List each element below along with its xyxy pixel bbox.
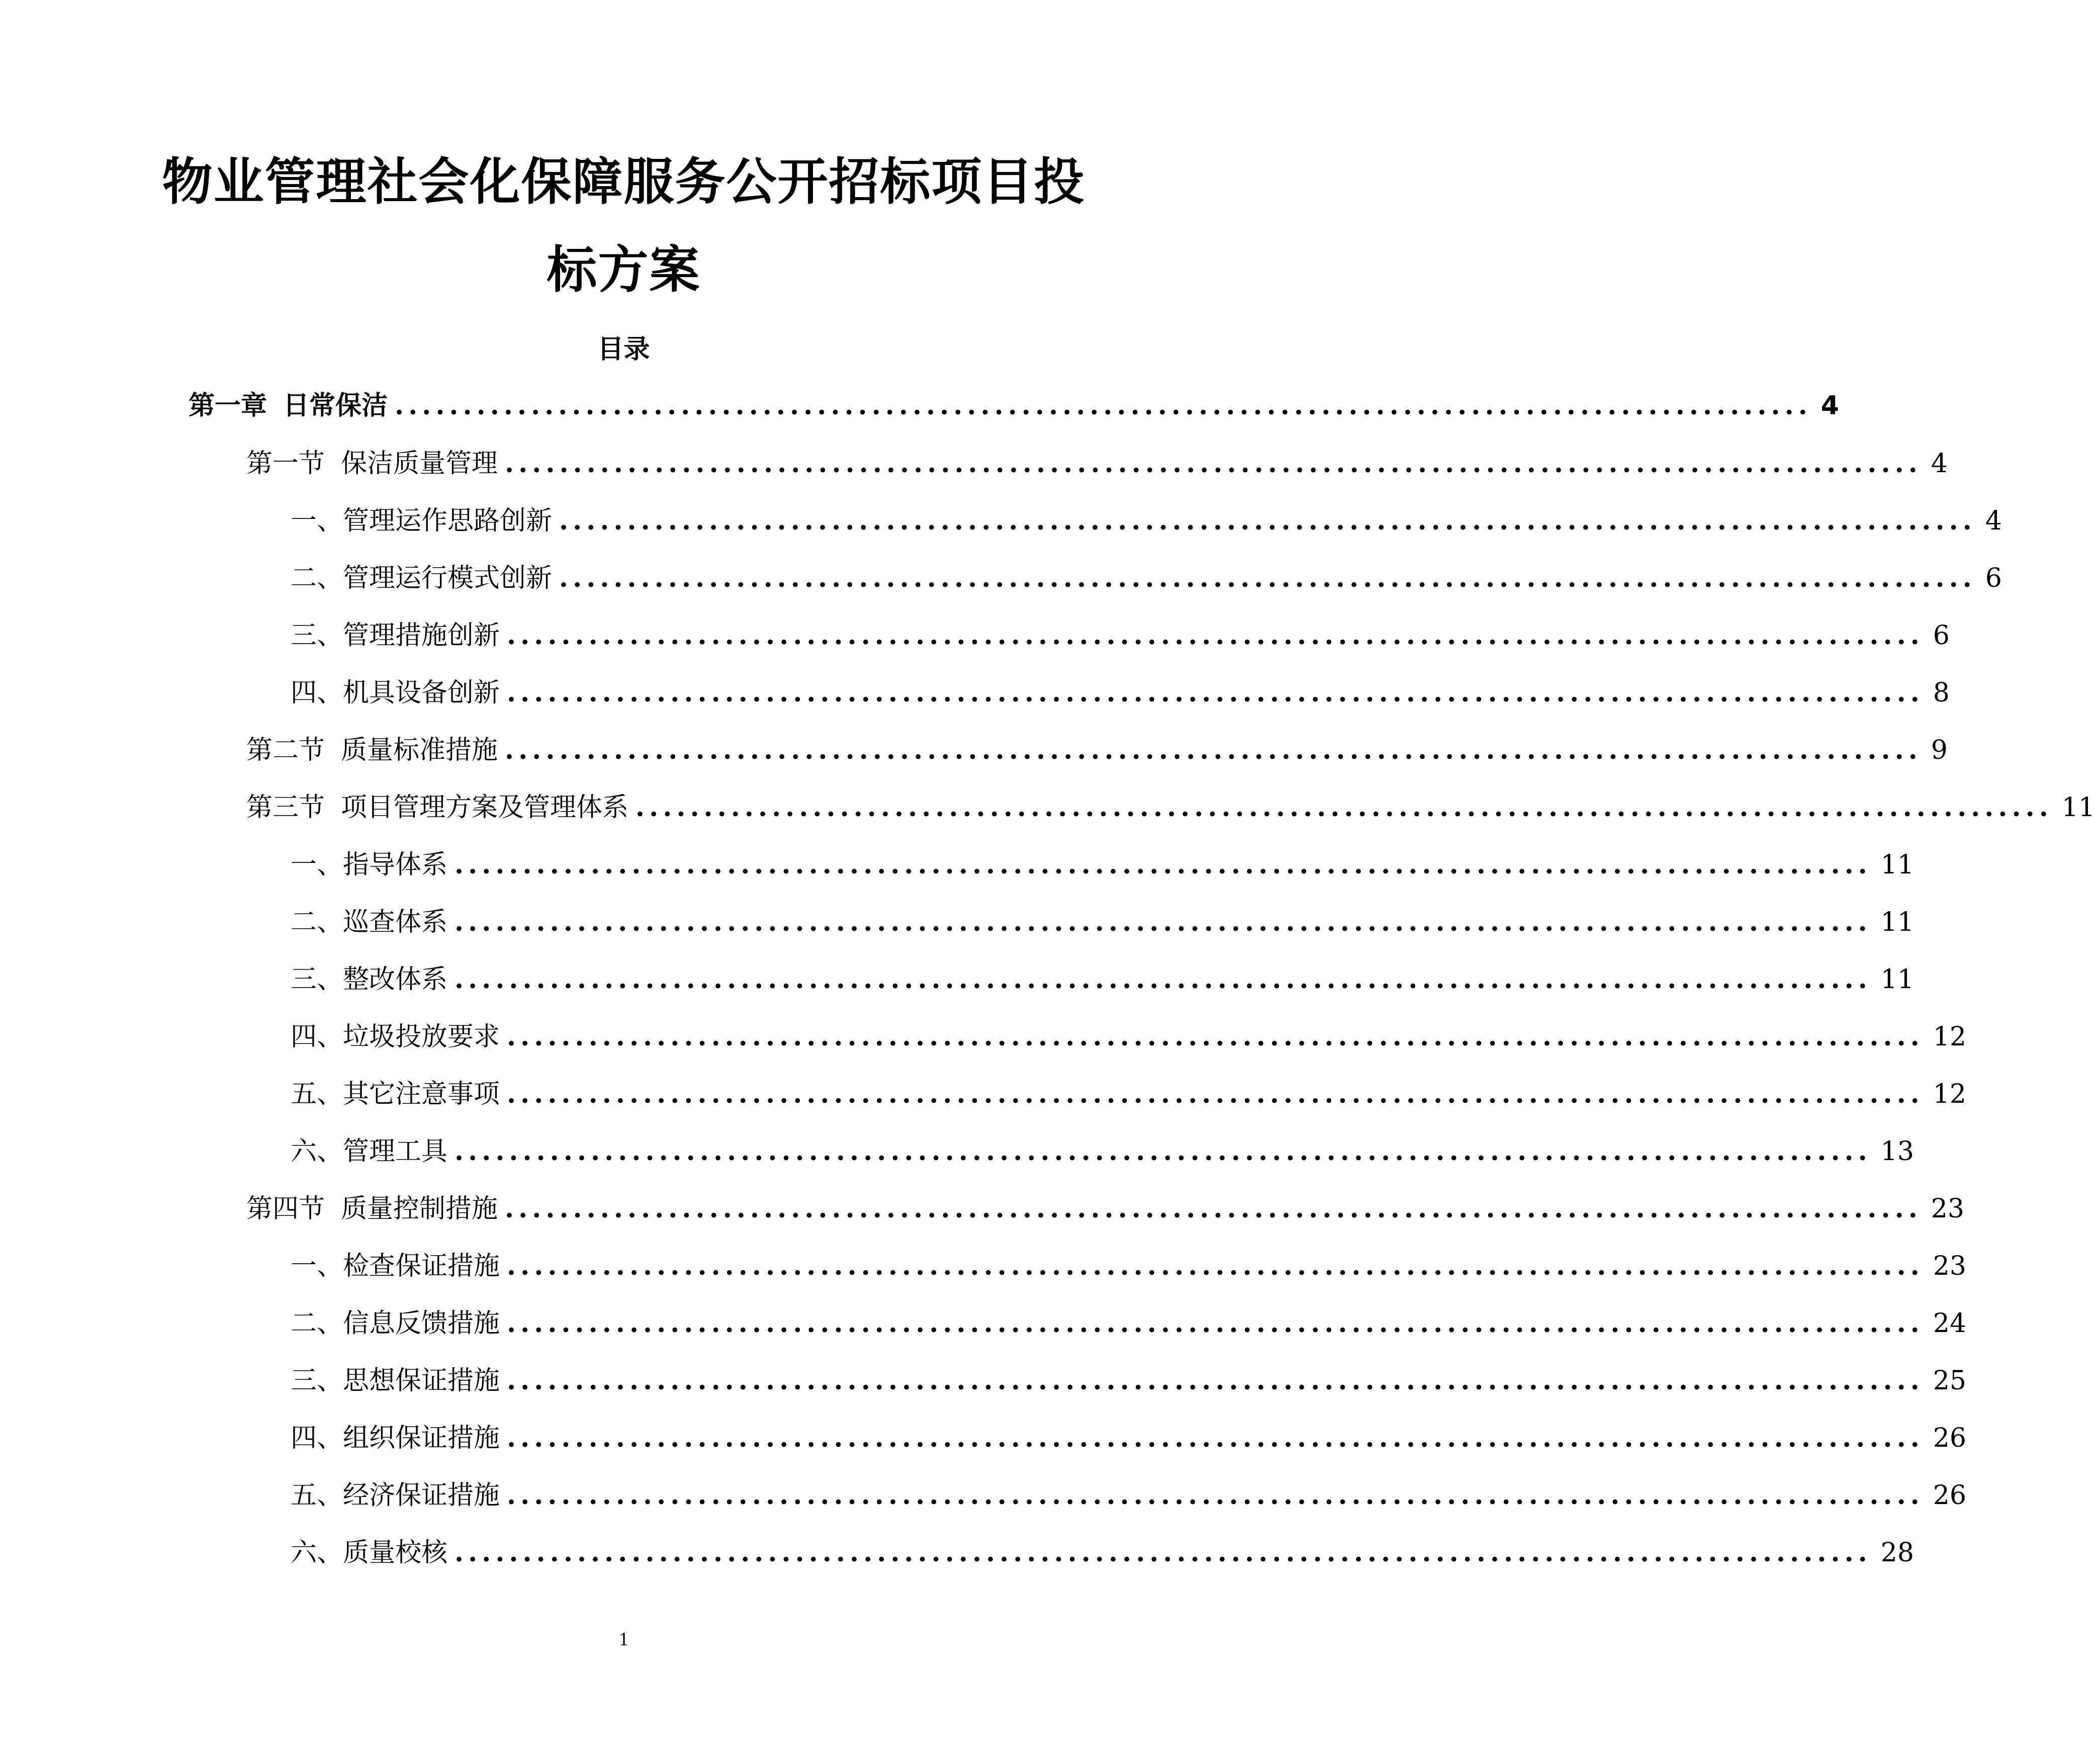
toc-entry-text: 二、巡查体系	[291, 907, 448, 937]
toc-entry-item[interactable]	[291, 615, 1950, 656]
toc-entry-page: 4	[1820, 391, 1839, 421]
toc-leader-dots: ........................................................................................................	[454, 849, 1872, 880]
toc-entry-text: 四、机具设备创新	[291, 678, 500, 708]
toc-entry-item[interactable]	[291, 902, 1914, 942]
toc-entry-text: 五、经济保证措施	[291, 1480, 500, 1511]
toc-entry-page: 11	[1880, 850, 1914, 880]
toc-entry-item[interactable]	[291, 1017, 1966, 1057]
toc-leader-dots: ........................................................................................................	[559, 505, 1976, 536]
toc-entry-page: 8	[1933, 678, 1950, 708]
toc-entry-item[interactable]	[291, 1074, 1966, 1114]
toc-entry-text: 四、垃圾投放要求	[291, 1022, 500, 1052]
toc-leader-dots: ........................................................................................................	[507, 1079, 1924, 1109]
toc-entry-text: 二、管理运行模式创新	[291, 563, 553, 593]
toc-entry-text: 一、检查保证措施	[291, 1251, 500, 1281]
toc-entry-page: 23	[1931, 1194, 1964, 1224]
toc-entry-section[interactable]	[246, 730, 1948, 770]
toc-entry-item[interactable]	[291, 673, 1950, 713]
toc-entry-section[interactable]	[246, 1189, 1964, 1229]
toc-entry-page: 12	[1933, 1022, 1966, 1052]
toc-entry-page: 26	[1933, 1480, 1966, 1511]
toc-entry-number: 第三节	[246, 792, 325, 823]
toc-entry-number: 第一章	[189, 391, 267, 421]
toc-leader-dots: ........................................................................................................	[507, 1251, 1924, 1281]
toc-leader-dots: ........................................................................................................	[559, 563, 1976, 593]
toc-leader-dots: ........................................................................................................	[507, 1365, 1924, 1396]
toc-entry-page: 23	[1933, 1251, 1966, 1281]
document-title-line-2: 标方案	[546, 240, 701, 299]
toc-leader-dots: ........................................................................................................	[635, 792, 2053, 823]
toc-entry-item[interactable]	[291, 1131, 1914, 1172]
toc-entry-item[interactable]	[291, 959, 1914, 1000]
toc-entry-page: 6	[1985, 563, 2002, 593]
toc-leader-dots: ........................................................................................................	[507, 620, 1924, 651]
toc-entry-page: 24	[1933, 1308, 1966, 1339]
toc-entry-page: 11	[1880, 964, 1914, 995]
toc-entry-item[interactable]	[291, 1418, 1966, 1458]
toc-leader-dots: ........................................................................................................	[507, 1423, 1924, 1453]
page-number: 1	[619, 1629, 628, 1650]
toc-entry-page: 26	[1933, 1423, 1966, 1453]
toc-leader-dots: ........................................................................................................	[505, 448, 1922, 479]
toc-leader-dots: ........................................................................................................	[507, 1480, 1924, 1511]
toc-entry-item[interactable]	[291, 501, 2002, 541]
toc-entry-text: 三、整改体系	[291, 964, 448, 995]
toc-entry-text: 日常保洁	[283, 391, 388, 421]
toc-leader-dots: ........................................................................................................	[505, 1193, 1922, 1224]
toc-entry-chapter-1[interactable]	[189, 386, 1839, 426]
toc-entry-item[interactable]	[291, 1303, 1966, 1344]
toc-entry-number: 第一节	[246, 449, 325, 479]
toc-entry-text: 三、管理措施创新	[291, 621, 500, 651]
toc-entry-item[interactable]	[291, 1533, 1914, 1573]
toc-entry-text: 质量标准措施	[341, 735, 498, 765]
document-title-line-1: 物业管理社会化保障服务公开招标项目投	[162, 152, 1085, 211]
toc-entry-item[interactable]	[291, 1246, 1966, 1286]
toc-entry-text: 一、管理运作思路创新	[291, 506, 553, 536]
toc-entry-text: 保洁质量管理	[341, 449, 498, 479]
toc-entry-text: 项目管理方案及管理体系	[341, 792, 629, 823]
toc-leader-dots: ........................................................................................................	[507, 677, 1924, 708]
toc-entry-page: 28	[1880, 1538, 1914, 1568]
toc-entry-number: 第二节	[246, 735, 325, 765]
toc-leader-dots: ........................................................................................................	[454, 907, 1872, 937]
toc-entry-page: 6	[1933, 621, 1950, 651]
toc-entry-page: 11	[2061, 792, 2095, 823]
toc-entry-item[interactable]	[291, 558, 2002, 598]
toc-entry-page: 4	[1931, 449, 1948, 479]
toc-entry-text: 六、管理工具	[291, 1136, 448, 1167]
toc-entry-text: 三、思想保证措施	[291, 1366, 500, 1396]
toc-leader-dots: ........................................................................................................	[454, 1136, 1872, 1167]
toc-entry-item[interactable]	[291, 1361, 1966, 1401]
toc-entry-page: 25	[1933, 1366, 1966, 1396]
toc-entry-item[interactable]	[291, 845, 1914, 885]
toc-entry-page: 12	[1933, 1079, 1966, 1109]
toc-entry-page: 13	[1880, 1136, 1914, 1167]
toc-entry-text: 六、质量校核	[291, 1538, 448, 1568]
toc-entry-text: 质量控制措施	[341, 1194, 498, 1224]
toc-entry-text: 一、指导体系	[291, 850, 448, 880]
toc-entry-text: 四、组织保证措施	[291, 1423, 500, 1453]
toc-leader-dots: ........................................................................................................	[507, 1308, 1924, 1339]
toc-entry-section[interactable]	[246, 787, 2095, 828]
toc-entry-page: 11	[1880, 907, 1914, 937]
toc-leader-dots: ........................................................................................................	[505, 735, 1922, 765]
toc-entry-text: 二、信息反馈措施	[291, 1308, 500, 1339]
toc-entry-section[interactable]	[246, 444, 1948, 484]
toc-leader-dots: ........................................................................................................	[454, 964, 1872, 995]
toc-entry-item[interactable]	[291, 1475, 1966, 1516]
toc-entry-page: 9	[1931, 735, 1948, 765]
toc-leader-dots: ........................................................................................................	[507, 1021, 1924, 1052]
toc-entry-text: 五、其它注意事项	[291, 1079, 500, 1109]
toc-entry-number: 第四节	[246, 1194, 325, 1224]
toc-entry-page: 4	[1985, 506, 2002, 536]
toc-leader-dots: ........................................................................................................	[395, 390, 1812, 421]
toc-leader-dots: ........................................................................................................	[454, 1537, 1872, 1568]
toc-heading: 目录	[597, 334, 650, 365]
